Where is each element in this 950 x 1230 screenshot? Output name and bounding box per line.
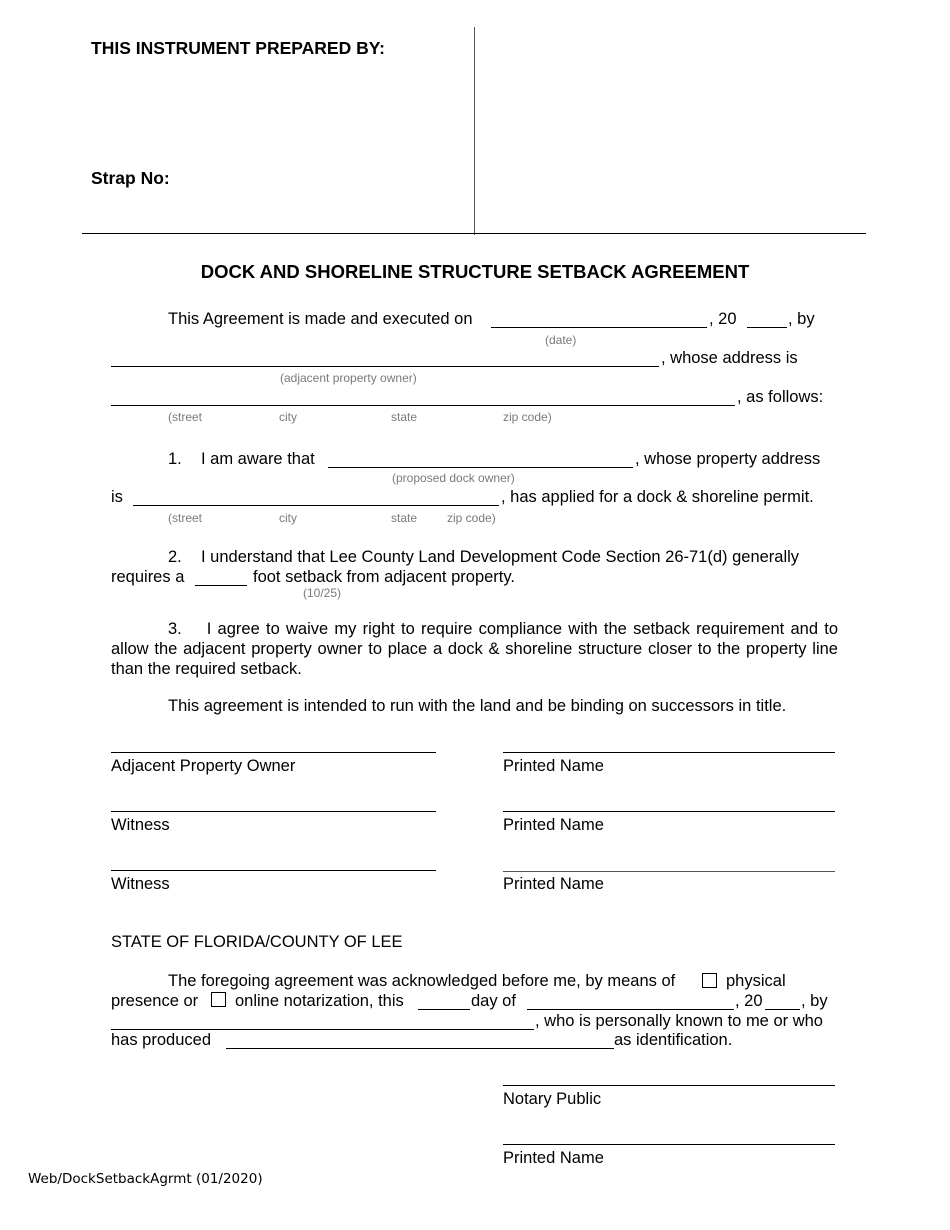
item2-line1: I understand that Lee County Land Development Code Section 26-71(d) generally — [201, 548, 800, 566]
agreement-date-field[interactable] — [491, 307, 707, 328]
witness1-label: Witness — [111, 816, 170, 834]
adjacent-owner-field[interactable] — [111, 346, 659, 367]
whose-address-text: , whose address is — [661, 349, 798, 367]
witness2-printed-name-label: Printed Name — [503, 875, 604, 893]
owner-printed-name-line[interactable] — [503, 752, 835, 753]
proposed-dock-owner-field[interactable] — [328, 447, 633, 468]
notary-year-field[interactable] — [765, 989, 800, 1010]
witness2-signature-line[interactable] — [111, 870, 436, 871]
witness2-printed-name-line[interactable] — [503, 871, 835, 872]
dock-owner-address-field[interactable] — [133, 485, 499, 506]
witness1-printed-name-line[interactable] — [503, 811, 835, 812]
item1-whose-property: , whose property address — [635, 450, 821, 468]
setback-distance-field[interactable] — [195, 565, 247, 586]
caption-zip-2: zip code) — [447, 511, 496, 525]
notary-year-prefix: , 20 — [735, 992, 763, 1010]
notary-day-field[interactable] — [418, 989, 470, 1010]
form-footer: Web/DockSetbackAgrmt (01/2020) — [28, 1171, 263, 1187]
header-divider — [474, 27, 475, 235]
notary-public-label: Notary Public — [503, 1090, 602, 1108]
witness1-printed-name-label: Printed Name — [503, 816, 604, 834]
has-produced-label: has produced — [111, 1031, 211, 1049]
item3-text: I agree to waive my right to require compliance with the setback requirement and to allow the adjacent property owner to place a dock & shoreline structure closer to the property line than the required setback. — [111, 620, 838, 678]
owner-signature-line[interactable] — [111, 752, 436, 753]
binding-statement: This agreement is intended to run with the land and be binding on successors in title. — [168, 697, 787, 715]
day-of-label: day of — [471, 992, 516, 1010]
caption-state-2: state — [391, 511, 418, 525]
notary-printed-name-line[interactable] — [503, 1144, 835, 1145]
page-title: DOCK AND SHORELINE STRUCTURE SETBACK AGREEMENT — [200, 261, 750, 282]
caption-city-2: city — [279, 511, 297, 525]
intro-by: , by — [788, 310, 815, 328]
physical-presence-checkbox[interactable] — [702, 973, 717, 988]
item1-is: is — [111, 488, 123, 506]
caption-state: state — [391, 410, 418, 424]
year-prefix: , 20 — [709, 310, 737, 328]
caption-city: city — [279, 410, 297, 424]
acknowledging-person-field[interactable] — [111, 1009, 534, 1030]
owner-signature-label: Adjacent Property Owner — [111, 757, 296, 775]
item3-number: 3. — [168, 620, 182, 638]
caption-street-2: (street — [168, 511, 203, 525]
proposed-owner-caption: (proposed dock owner) — [392, 471, 515, 485]
physical-label: physical — [726, 972, 786, 990]
adjacent-owner-caption: (adjacent property owner) — [280, 371, 417, 385]
as-follows-text: , as follows: — [737, 388, 824, 406]
item3-paragraph — [111, 619, 838, 679]
item2-number: 2. — [168, 548, 182, 566]
intro-lead: This Agreement is made and executed on — [168, 310, 473, 328]
header-rule — [82, 233, 866, 234]
strap-number-label: Strap No: — [91, 168, 170, 188]
agreement-year-field[interactable] — [747, 307, 787, 328]
personally-known-text: , who is personally known to me or who — [535, 1012, 823, 1030]
item1-lead: I am aware that — [201, 450, 315, 468]
prepared-by-label: THIS INSTRUMENT PREPARED BY: — [91, 38, 385, 58]
adjacent-owner-address-field[interactable] — [111, 385, 735, 406]
online-notarization-label: online notarization, this — [235, 992, 404, 1010]
item1-applied: , has applied for a dock & shoreline permit. — [501, 488, 814, 506]
notary-ack-text: The foregoing agreement was acknowledged before me, by means of — [168, 972, 676, 990]
caption-street: (street — [168, 410, 203, 424]
item2-requires: requires a — [111, 568, 185, 586]
item2-setback-text: foot setback from adjacent property. — [253, 568, 515, 586]
witness2-label: Witness — [111, 875, 170, 893]
notary-printed-name-label: Printed Name — [503, 1149, 604, 1167]
as-identification-label: as identification. — [614, 1031, 733, 1049]
caption-zip: zip code) — [503, 410, 552, 424]
presence-or-label: presence or — [111, 992, 199, 1010]
date-caption: (date) — [545, 333, 577, 347]
identification-field[interactable] — [226, 1028, 614, 1049]
notary-by: , by — [801, 992, 828, 1010]
owner-printed-name-label: Printed Name — [503, 757, 604, 775]
notary-signature-line[interactable] — [503, 1085, 835, 1086]
setback-caption: (10/25) — [303, 586, 342, 600]
item1-number: 1. — [168, 450, 182, 468]
notary-month-field[interactable] — [527, 989, 734, 1010]
online-notarization-checkbox[interactable] — [211, 992, 226, 1007]
witness1-signature-line[interactable] — [111, 811, 436, 812]
state-county-heading: STATE OF FLORIDA/COUNTY OF LEE — [111, 933, 403, 951]
